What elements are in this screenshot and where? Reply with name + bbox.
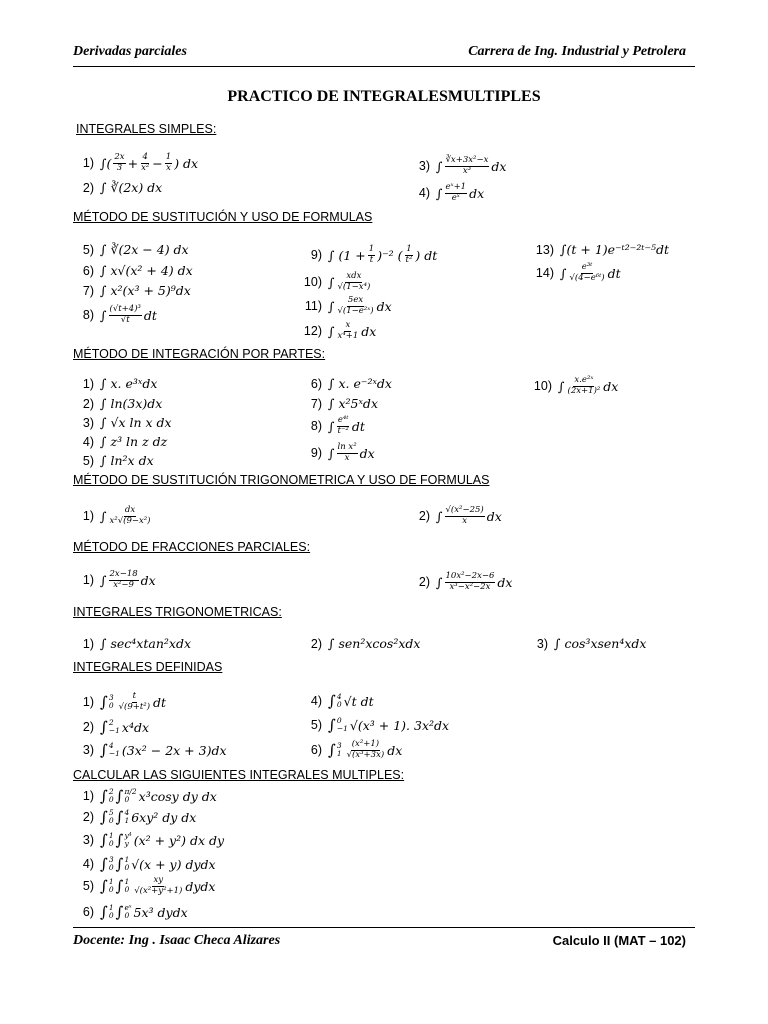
section-heading-trig-sust: MÉTODO DE SUSTITUCIÓN TRIGONOMETRICA Y USO DE FORMULAS bbox=[73, 473, 490, 487]
section-heading-simples: INTEGRALES SIMPLES: bbox=[76, 122, 217, 136]
definidas-item-1: 1) ∫ 3 0 $\frac{t}{\text{√(9+t²)}}$ dt bbox=[82, 691, 167, 712]
simples-item-1: 1) ∫( $\frac{2x}{3}$ + $\frac{4}{\text{x²}}$ − $\frac{1}{x}$ ) dx bbox=[82, 152, 199, 173]
definidas-item-5: 5) ∫ 0 −1 √(x³ + 1). 3x²dx bbox=[310, 716, 450, 734]
trig-item-2: 2) ∫ sen²xcos²xdx bbox=[310, 636, 421, 651]
multiples-item-3: 3) ∫ 1 0 ∫ y⁴ y (x² + y²) dx dy bbox=[82, 831, 225, 849]
page-title: PRACTICO DE INTEGRALESMULTIPLES bbox=[227, 88, 541, 105]
partes-item-1: 1) ∫ x. e³ˣdx bbox=[82, 376, 158, 391]
sust-item-13: 13) ∫(t + 1)e⁻ᵗ²⁻²ᵗ⁻⁵dt bbox=[535, 242, 670, 257]
partes-item-4: 4) ∫ z³ ln z dz bbox=[82, 434, 168, 449]
partes-item-10: 10) ∫ $\frac{\text{x.e²ˣ}}{\text{(2x+1)²}}$ dx bbox=[533, 375, 619, 396]
partes-item-6: 6) ∫ x. e⁻²ˣdx bbox=[310, 376, 392, 391]
fracciones-item-1: 1) ∫ $\frac{2x-18}{\text{x²−9}}$ dx bbox=[82, 569, 156, 590]
section-heading-trigonometricas: INTEGRALES TRIGONOMETRICAS: bbox=[73, 605, 282, 619]
sust-item-11: 11) ∫ $\frac{5ex}{\text{√(1−e²ˣ)}}$ dx bbox=[304, 295, 392, 316]
footer-left: Docente: Ing . Isaac Checa Alizares bbox=[73, 933, 281, 948]
multiples-item-1: 1) ∫ 2 0 ∫ π/2 0 x³cosy dy dx bbox=[82, 787, 217, 805]
trig-item-1: 1) ∫ sec⁴xtan²xdx bbox=[82, 636, 191, 651]
trig-sust-item-2: 2) ∫ $\frac{\text{√(x²−25)}}{x}$ dx bbox=[418, 505, 502, 526]
footer-right: Calculo II (MAT – 102) bbox=[552, 933, 686, 948]
sust-item-7: 7) ∫ x²(x³ + 5)⁹dx bbox=[82, 283, 191, 298]
section-heading-definidas: INTEGRALES DEFINIDAS bbox=[73, 660, 223, 674]
simples-item-3: 3) ∫ $\frac{\text{∛x+3x²−x}}{\text{x³}}$ dx bbox=[418, 155, 507, 176]
trig-item-3: 3) ∫ cos³xsen⁴xdx bbox=[536, 636, 647, 651]
partes-item-3: 3) ∫ √x ln x dx bbox=[82, 415, 172, 430]
definidas-item-3: 3) ∫ 4 −1 (3x² − 2x + 3)dx bbox=[82, 741, 227, 759]
sust-item-10: 10) ∫ $\frac{\text{xdx}}{\text{√(1−x⁴)}}$ bbox=[303, 271, 371, 292]
trig-sust-item-1: 1) ∫ $\frac{dx}{\text{x²√(9−x²)}}$ bbox=[82, 505, 151, 526]
sust-item-6: 6) ∫ x√(x² + 4) dx bbox=[82, 263, 193, 278]
partes-item-9: 9) ∫ $\frac{\text{ln x²}}{x}$ dx bbox=[310, 442, 375, 463]
section-heading-sustitucion: MÉTODO DE SUSTITUCIÓN Y USO DE FORMULAS bbox=[73, 210, 373, 224]
simples-item-2: 2) ∫ ∛(2x) dx bbox=[82, 180, 163, 195]
fracciones-item-2: 2) ∫ $\frac{\text{10x²−2x−6}}{\text{x³−x²−2x}}$ dx bbox=[418, 571, 513, 592]
section-heading-fracciones: MÉTODO DE FRACCIONES PARCIALES: bbox=[73, 540, 311, 554]
sust-item-9: 9) ∫ (1 + $\frac{1}{t}$ )⁻² ( $\frac{1}{\text{t²}}$ ) dt bbox=[310, 244, 438, 265]
sust-item-5: 5) ∫ ∛(2x − 4) dx bbox=[82, 242, 189, 257]
multiples-item-6: 6) ∫ 1 0 ∫ eˣ 0 5x³ dydx bbox=[82, 903, 188, 921]
sust-item-8: 8) ∫ $\frac{\text{(√t+4)³}}{√t}$ dt bbox=[82, 304, 157, 325]
definidas-item-6: 6) ∫ 3 1 $\frac{\text{(x²+1)}}{\text{√(x³+3x)}}$ dx bbox=[310, 739, 403, 760]
partes-item-7: 7) ∫ x²5ˣdx bbox=[310, 396, 378, 411]
multiples-item-5: 5) ∫ 1 0 ∫ 1 0 $\frac{xy}{\text{√(x²+y²+1)}}$ dydx bbox=[82, 875, 216, 896]
partes-item-5: 5) ∫ ln²x dx bbox=[82, 453, 154, 468]
multiples-item-2: 2) ∫ 5 0 ∫ 4 1 6xy² dy dx bbox=[82, 808, 197, 826]
section-heading-partes: MÉTODO DE INTEGRACIÓN POR PARTES: bbox=[73, 347, 326, 361]
header-right: Carrera de Ing. Industrial y Petrolera bbox=[468, 44, 686, 59]
section-heading-multiples: CALCULAR LAS SIGUIENTES INTEGRALES MULTIPLES: bbox=[73, 768, 405, 782]
definidas-item-4: 4) ∫ 4 0 √t dt bbox=[310, 692, 374, 710]
header-rule bbox=[73, 66, 695, 67]
multiples-item-4: 4) ∫ 3 0 ∫ 1 0 √(x + y) dydx bbox=[82, 855, 216, 873]
sust-item-14: 14) ∫ $\frac{\text{e³ᵗ}}{\text{√(4−e⁶ᵗ)}}$ dt bbox=[535, 262, 621, 283]
sust-item-12: 12) ∫ $\frac{x}{\text{x⁴+1}}$ dx bbox=[303, 320, 377, 341]
partes-item-2: 2) ∫ ln(3x)dx bbox=[82, 396, 163, 411]
simples-item-4: 4) ∫ $\frac{\text{eˣ+1}}{\text{eˣ}}$ dx bbox=[418, 182, 485, 203]
footer-rule bbox=[73, 927, 695, 928]
partes-item-8: 8) ∫ $\frac{\text{e⁴ᵗ}}{\text{t⁻²}}$ dt bbox=[310, 415, 365, 436]
header-left: Derivadas parciales bbox=[73, 44, 187, 59]
definidas-item-2: 2) ∫ 2 −1 x⁴dx bbox=[82, 718, 150, 736]
